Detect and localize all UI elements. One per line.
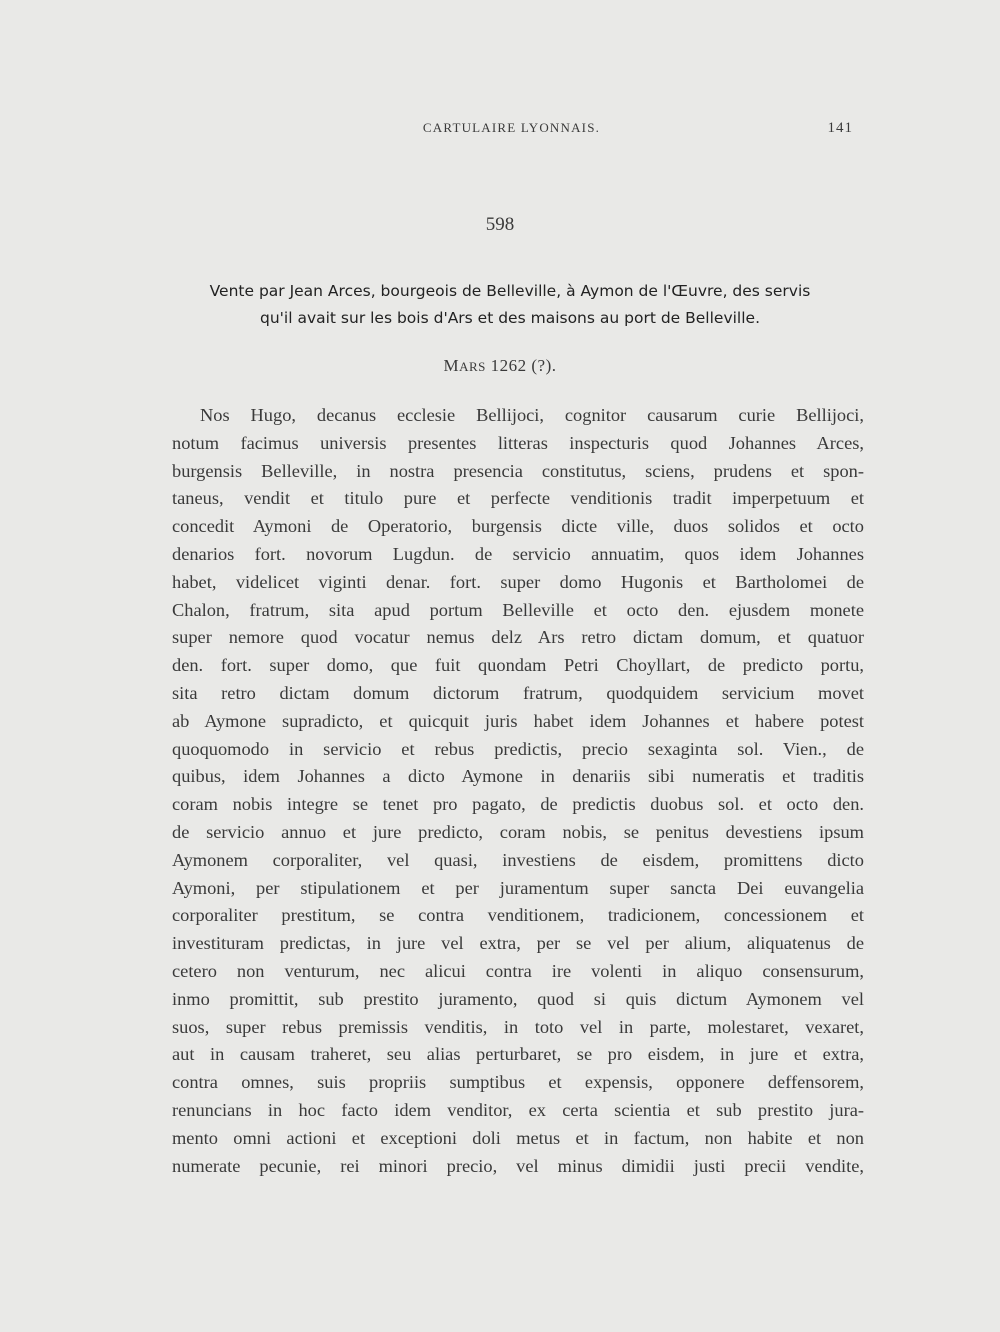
charter-text-line: contra omnes, suis propriis sumptibus et expensis, opponere deffensorem, (172, 1072, 864, 1093)
charter-text-line: aut in causam traheret, seu alias perturbaret, se pro eisdem, in jure et extra, (172, 1044, 864, 1065)
charter-text-line: concedit Aymoni de Operatorio, burgensis dicte ville, duos solidos et octo (172, 516, 864, 537)
charter-text-line: quibus, idem Johannes a dicto Aymone in denariis sibi numeratis et traditis (172, 766, 864, 787)
charter-text-line: quoquomodo in servicio et rebus predictis, precio sexaginta sol. Vien., de (172, 738, 864, 759)
charter-text-line: mento omni actioni et exceptioni doli metus et in factum, non habite et non (172, 1127, 864, 1148)
charter-text-line: numerate pecunie, rei minori precio, vel minus dimidii justi precii vendite, (172, 1155, 864, 1176)
charter-text-line: inmo promittit, sub prestito juramento, quod si quis dictum Aymonem vel (172, 988, 864, 1009)
running-header (170, 120, 853, 140)
charter-date: MARS 1262 (?). (443, 356, 557, 375)
charter-text-line: burgensis Belleville, in nostra presencia constitutus, sciens, prudens et spon- (172, 460, 864, 481)
charter-text-line: de servicio annuo et jure predicto, coram nobis, se penitus devestiens ipsum (172, 821, 864, 842)
charter-text-line: Aymonem corporaliter, vel quasi, investiens de eisdem, promittens dicto (172, 849, 864, 870)
charter-text-line: renuncians in hoc facto idem venditor, ex certa scientia et sub prestito jura- (172, 1099, 864, 1120)
page-number: 141 (827, 120, 853, 136)
charter-text-line: sita retro dictam domum dictorum fratrum, quodquidem servicium movet (172, 682, 864, 703)
charter-text-line: taneus, vendit et titulo pure et perfecte venditionis tradit imperpetuum et (172, 488, 864, 509)
charter-text-line: investituram predictas, in jure vel extra, per se vel per alium, aliquatenus de (172, 933, 864, 954)
charter-text-line: denarios fort. novorum Lugdun. de servicio annuatim, quos idem Johannes (172, 543, 864, 564)
charter-text-line: cetero non venturum, nec alicui contra ire volenti in aliquo consensurum, (172, 960, 864, 981)
charter-number: 598 (485, 214, 515, 235)
charter-summary-line: qu'il avait sur les bois d'Ars et des maisons au port de Belleville. (259, 309, 761, 327)
charter-text-line: suos, super rebus premissis venditis, in toto vel in parte, molestaret, vexaret, (172, 1016, 864, 1037)
charter-text (172, 402, 864, 1180)
charter-text-line: corporaliter prestitum, se contra venditionem, tradicionem, concessionem et (172, 905, 864, 926)
charter-text-line: habet, videlicet viginti denar. fort. super domo Hugonis et Bartholomei de (172, 571, 864, 592)
charter-text-line: Nos Hugo, decanus ecclesie Bellijoci, cognitor causarum curie Bellijoci, (200, 405, 864, 425)
charter-text-line: notum facimus universis presentes litteras inspecturis quod Johannes Arces, (172, 432, 864, 453)
charter-text-line: Aymoni, per stipulationem et per juramentum super sancta Dei euvangelia (172, 877, 864, 898)
charter-summary (150, 278, 870, 332)
charter-text-line: super nemore quod vocatur nemus delz Ars retro dictam domum, et quatuor (172, 627, 864, 648)
charter-text-line: coram nobis integre se tenet pro pagato, de predictis duobus sol. et octo den. (172, 794, 864, 815)
charter-text-line: den. fort. super domo, que fuit quondam Petri Choyllart, de predicto portu, (172, 655, 864, 676)
running-title: CARTULAIRE LYONNAIS. (422, 120, 601, 135)
charter-text-line: Chalon, fratrum, sita apud portum Belleville et octo den. ejusdem monete (172, 599, 864, 620)
charter-summary-line: Vente par Jean Arces, bourgeois de Belleville, à Aymon de l'Œuvre, des servis (209, 282, 811, 300)
charter-text-line: ab Aymone supradicto, et quicquit juris habet idem Johannes et habere potest (172, 710, 864, 731)
